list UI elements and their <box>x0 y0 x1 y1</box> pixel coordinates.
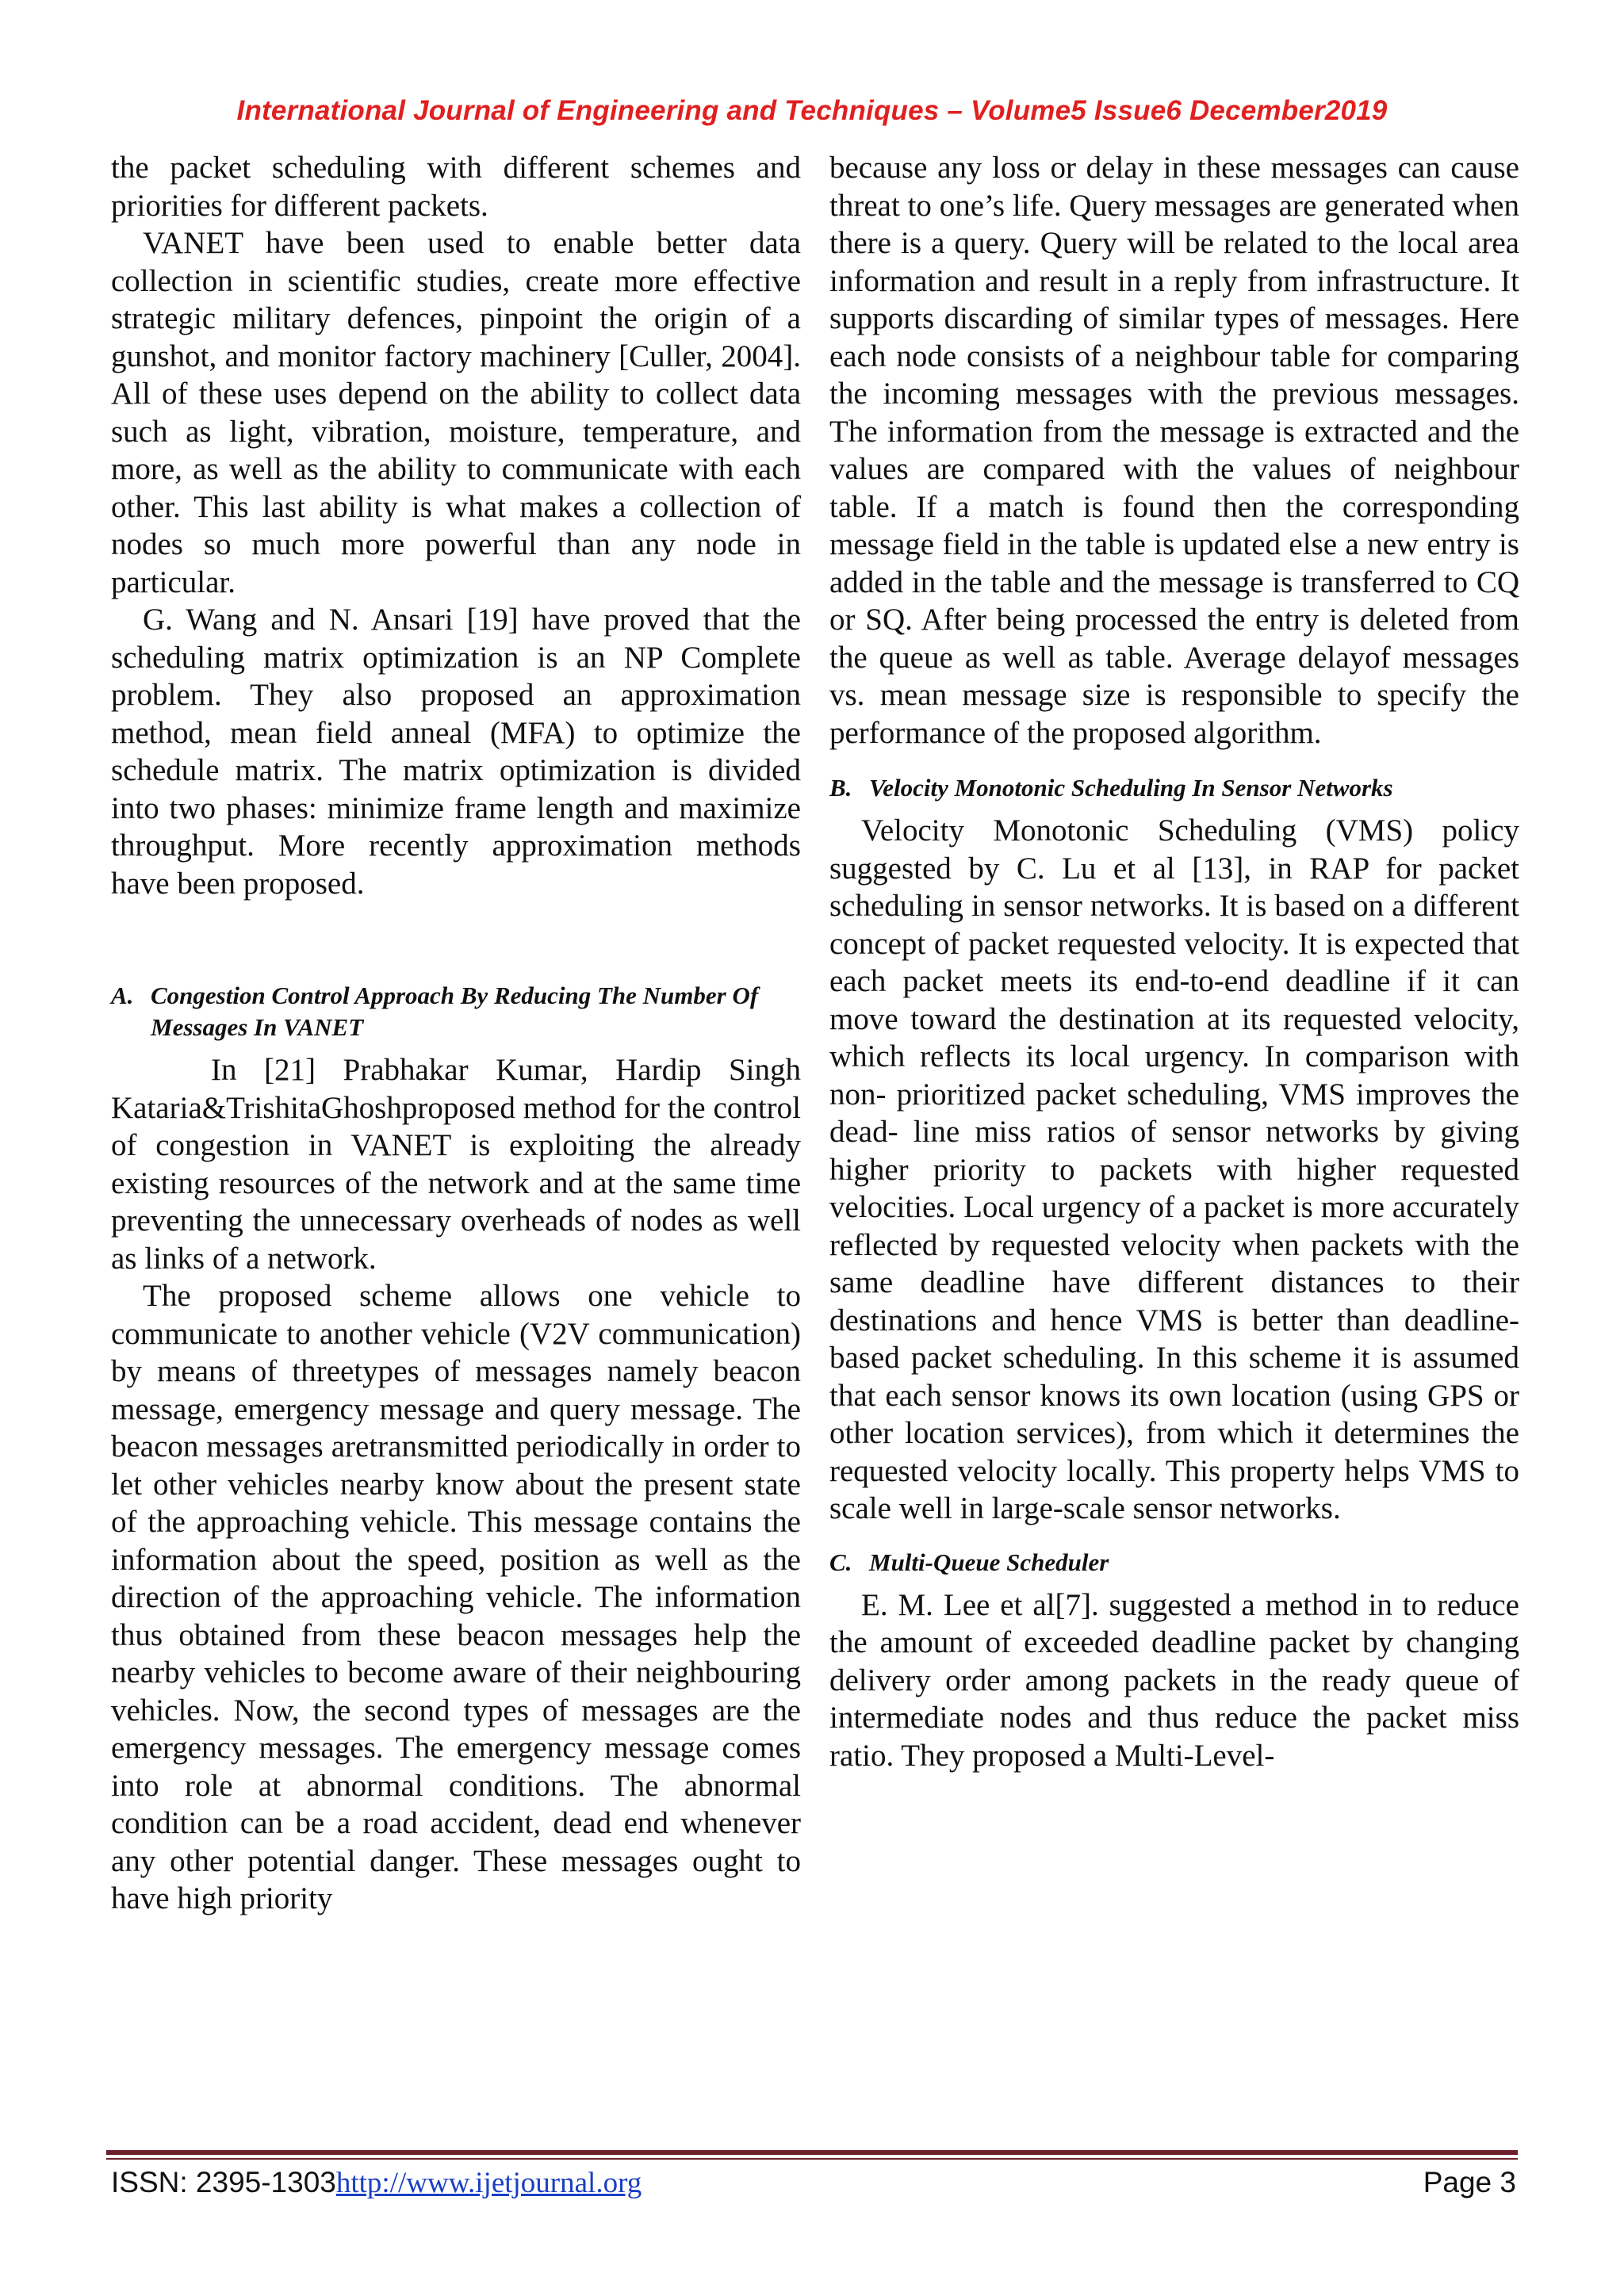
paragraph: the packet scheduling with different schemes and priorities for different packets. <box>111 151 801 223</box>
left-column <box>111 149 801 1918</box>
section-heading-a <box>111 980 801 1043</box>
issn-text: ISSN: 2395-1303 <box>111 2166 336 2198</box>
paragraph: VANET have been used to enable better data collection in scientific studies, create more effective strategic military defences, pinpoint the origin of a gunshot, and monitor factory machinery [Culler, 2004]. All of these uses depend on the ability to collect data such as light, vibration, moisture, temperature, and more, as well as the ability to communicate with each other. This last ability is what makes a collection of nodes so much more powerful than any node in particular. <box>111 226 801 599</box>
journal-header: International Journal of Engineering and Techniques – Volume5 Issue6 December2019 <box>236 95 1388 126</box>
footer-issn-line <box>111 2166 642 2200</box>
journal-url-link[interactable]: http://www.ijetjournal.org <box>335 2167 642 2199</box>
section-title: Velocity Monotonic Scheduling In Sensor Networks <box>869 774 1393 802</box>
section-heading-b <box>829 772 1519 804</box>
footer-rule-thick <box>106 2150 1518 2155</box>
section-heading-c <box>829 1547 1519 1578</box>
paragraph: The proposed scheme allows one vehicle to communicate to another vehicle (V2V communication) by means of threetypes of messages namely beacon message, emergency message and query message. The beacon messages aretransmitted periodically in order to let other vehicles nearby know about the present state of the approaching vehicle. This message contains the information about the speed, position as well as the direction of the approaching vehicle. The information thus obtained from these beacon messages help the nearby vehicles to become aware of their neighbouring vehicles. Now, the second types of messages are the emergency messages. The emergency message comes into role at abnormal conditions. The abnormal condition can be a road accident, dead end whenever any other potential danger. These messages ought to have high priority <box>111 1279 801 1915</box>
paragraph: In [21] Prabhakar Kumar, Hardip Singh Kataria&TrishitaGhoshproposed method for the control of congestion in VANET is exploiting the already existing resources of the network and at the same time preventing the unnecessary overheads of nodes as well as links of a network. <box>111 1053 801 1276</box>
paragraph: G. Wang and N. Ansari [19] have proved that the scheduling matrix optimization is an NP Complete problem. They also proposed an approximation method, mean field anneal (MFA) to optimize the schedule matrix. The matrix optimization is divided into two phases: minimize frame length and maximize throughput. More recently approximation methods have been proposed. <box>111 603 801 901</box>
page-footer <box>111 2166 1516 2206</box>
paragraph: E. M. Lee et al[7]. suggested a method in to reduce the amount of exceeded deadline packet by changing delivery order among packets in the ready queue of intermediate nodes and thus reduce the packet miss ratio. They proposed a Multi-Level- <box>829 1587 1519 1773</box>
page-number: Page 3 <box>1423 2166 1516 2198</box>
section-letter: A. <box>111 982 134 1009</box>
paragraph: because any loss or delay in these messages can cause threat to one’s life. Query messages are generated when there is a query. Query will be related to the local area information and result in a reply from infrastructure. It supports discarding of similar types of messages. Here each node consists of a neighbour table for comparing the incoming messages with the previous messages. The information from the message is extracted and the values are compared with the values of neighbour table. If a match is found then the corresponding message field in the table is updated else a new entry is added in the table and the message is transferred to CQ or SQ. After being processed the entry is deleted from the queue as well as table. Average delayof messages vs. mean message size is responsible to specify the performance of the proposed algorithm. <box>829 151 1519 750</box>
section-title: Multi-Queue Scheduler <box>869 1548 1109 1576</box>
section-letter: B. <box>829 774 852 802</box>
section-letter: C. <box>829 1548 852 1576</box>
footer-rule-thin <box>106 2158 1518 2160</box>
right-column <box>829 149 1519 1774</box>
paragraph: Velocity Monotonic Scheduling (VMS) policy suggested by C. Lu et al [13], in RAP for packet scheduling in sensor networks. It is based on a different concept of packet requested velocity. It is expected that each packet meets its end-to-end deadline if it can move toward the destination at its requested velocity, which reflects its local urgency. In comparison with non- prioritized packet scheduling, VMS improves the dead- line miss ratios of sensor networks by giving higher priority to packets with higher requested velocities. Local urgency of a packet is more accurately reflected by requested velocity when packets with the same deadline have different distances to their destinations and hence VMS is better than deadline-based packet scheduling. In this scheme it is assumed that each sensor knows its own location (using GPS or other location services), from which it determines the requested velocity locally. This property helps VMS to scale well in large-scale sensor networks. <box>829 813 1519 1525</box>
section-title: Congestion Control Approach By Reducing The Number Of Messages In VANET <box>151 982 759 1041</box>
